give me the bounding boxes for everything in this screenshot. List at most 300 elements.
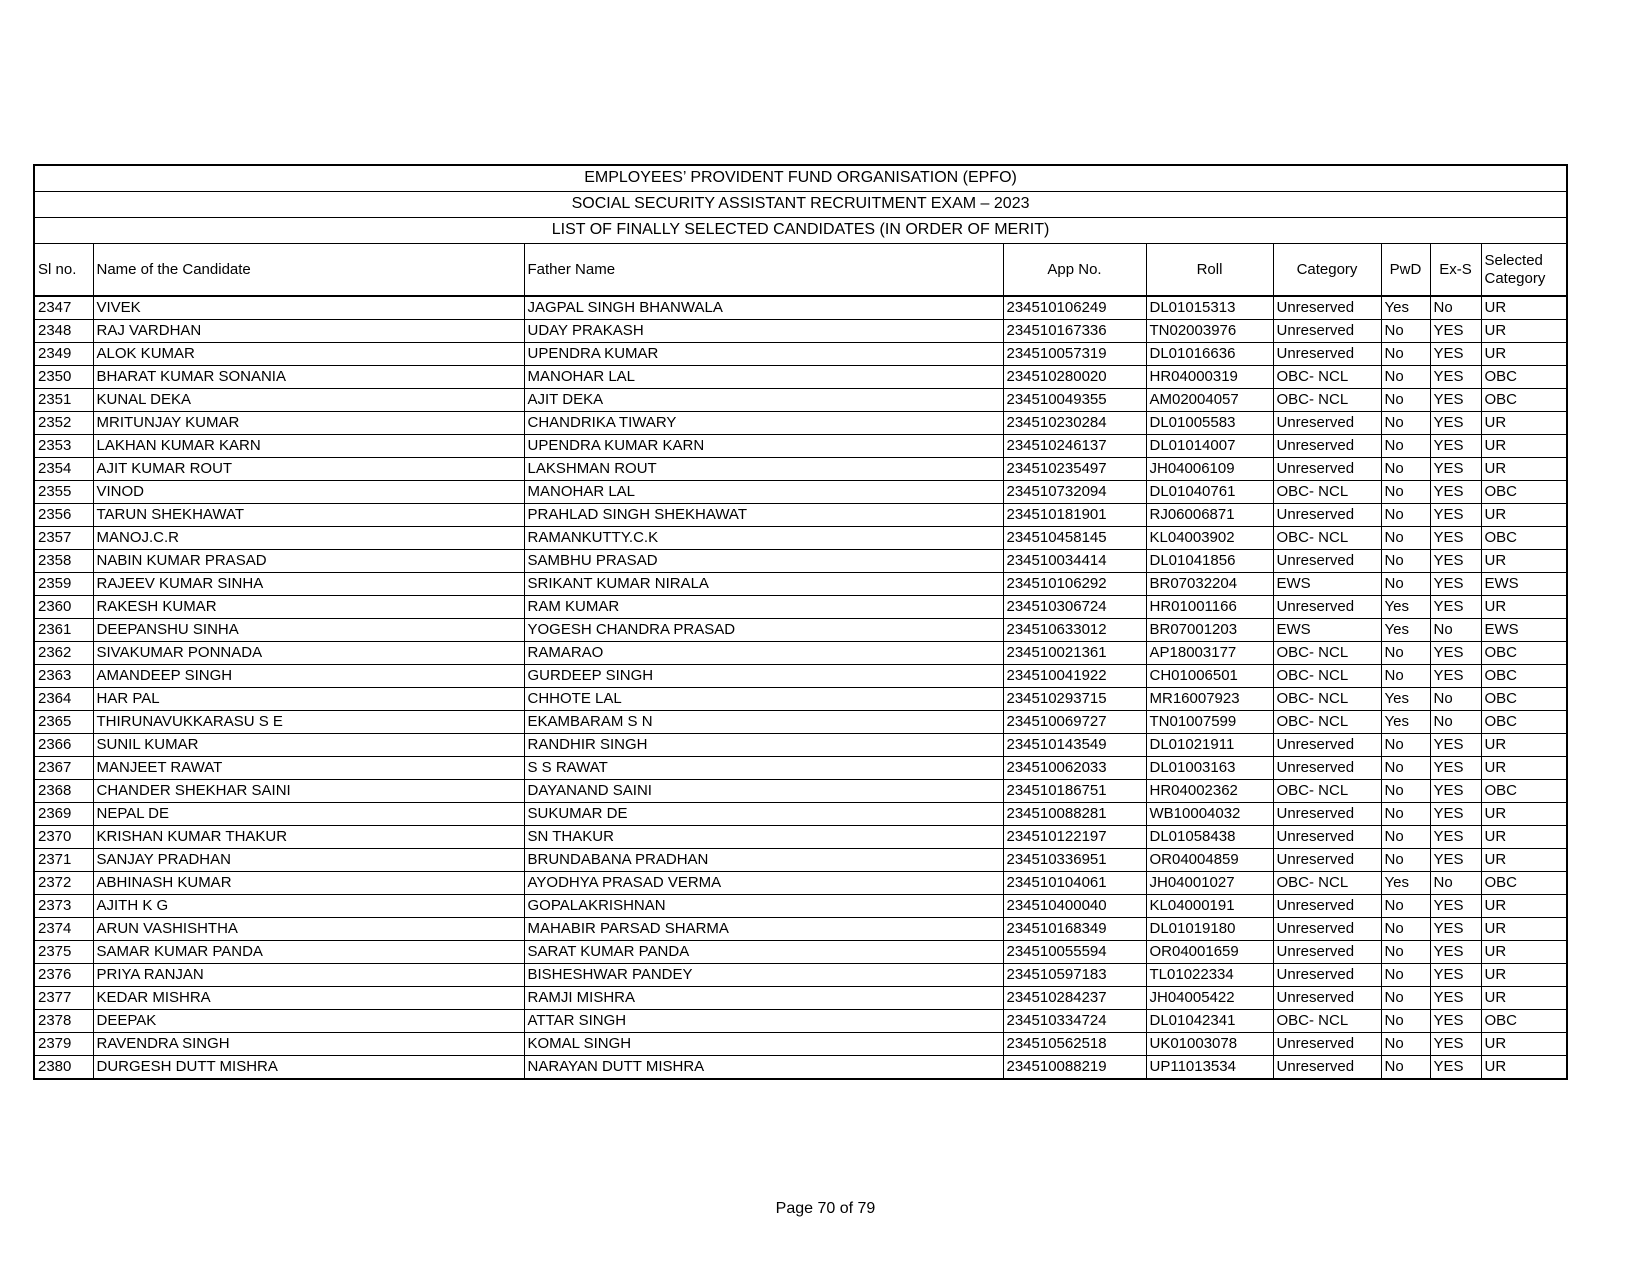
cell-name: THIRUNAVUKKARASU S E <box>93 711 524 734</box>
cell-category: Unreserved <box>1273 849 1381 872</box>
cell-father: UDAY PRAKASH <box>524 320 1003 343</box>
cell-name: DEEPANSHU SINHA <box>93 619 524 642</box>
cell-sl: 2348 <box>34 320 93 343</box>
cell-selected: UR <box>1481 504 1567 527</box>
cell-exs: YES <box>1430 366 1481 389</box>
cell-name: CHANDER SHEKHAR SAINI <box>93 780 524 803</box>
cell-name: MRITUNJAY KUMAR <box>93 412 524 435</box>
title-organisation: EMPLOYEES’ PROVIDENT FUND ORGANISATION (EPFO) <box>34 165 1567 192</box>
cell-category: OBC- NCL <box>1273 642 1381 665</box>
cell-app: 234510062033 <box>1003 757 1146 780</box>
cell-app: 234510306724 <box>1003 596 1146 619</box>
cell-selected: UR <box>1481 895 1567 918</box>
cell-category: Unreserved <box>1273 550 1381 573</box>
cell-category: Unreserved <box>1273 895 1381 918</box>
cell-category: Unreserved <box>1273 803 1381 826</box>
cell-pwd: No <box>1381 757 1430 780</box>
cell-exs: YES <box>1430 389 1481 412</box>
cell-name: BHARAT KUMAR SONANIA <box>93 366 524 389</box>
cell-roll: TN01007599 <box>1146 711 1273 734</box>
cell-category: Unreserved <box>1273 1033 1381 1056</box>
cell-pwd: No <box>1381 504 1430 527</box>
cell-roll: DL01003163 <box>1146 757 1273 780</box>
table-row <box>34 987 1567 1010</box>
cell-pwd: Yes <box>1381 296 1430 320</box>
cell-exs: YES <box>1430 918 1481 941</box>
cell-pwd: No <box>1381 320 1430 343</box>
cell-name: AJIT KUMAR ROUT <box>93 458 524 481</box>
column-header-name: Name of the Candidate <box>93 244 524 297</box>
cell-category: OBC- NCL <box>1273 389 1381 412</box>
cell-exs: YES <box>1430 458 1481 481</box>
table-row <box>34 550 1567 573</box>
cell-name: MANOJ.C.R <box>93 527 524 550</box>
cell-app: 234510336951 <box>1003 849 1146 872</box>
cell-category: Unreserved <box>1273 987 1381 1010</box>
table-header-row <box>34 244 1567 297</box>
cell-selected: UR <box>1481 296 1567 320</box>
cell-pwd: No <box>1381 826 1430 849</box>
table-row <box>34 596 1567 619</box>
cell-selected: OBC <box>1481 1010 1567 1033</box>
cell-sl: 2358 <box>34 550 93 573</box>
cell-selected: OBC <box>1481 481 1567 504</box>
cell-selected: UR <box>1481 320 1567 343</box>
cell-name: NABIN KUMAR PRASAD <box>93 550 524 573</box>
cell-selected: UR <box>1481 849 1567 872</box>
cell-pwd: No <box>1381 941 1430 964</box>
cell-sl: 2368 <box>34 780 93 803</box>
cell-pwd: Yes <box>1381 596 1430 619</box>
cell-name: SAMAR KUMAR PANDA <box>93 941 524 964</box>
cell-selected: UR <box>1481 941 1567 964</box>
candidates-table <box>33 164 1568 1080</box>
cell-exs: YES <box>1430 412 1481 435</box>
table-row <box>34 343 1567 366</box>
cell-sl: 2361 <box>34 619 93 642</box>
cell-selected: EWS <box>1481 619 1567 642</box>
table-row <box>34 412 1567 435</box>
cell-sl: 2354 <box>34 458 93 481</box>
cell-category: Unreserved <box>1273 596 1381 619</box>
cell-app: 234510246137 <box>1003 435 1146 458</box>
cell-name: KEDAR MISHRA <box>93 987 524 1010</box>
cell-app: 234510106249 <box>1003 296 1146 320</box>
cell-exs: YES <box>1430 803 1481 826</box>
cell-pwd: Yes <box>1381 872 1430 895</box>
cell-selected: UR <box>1481 964 1567 987</box>
cell-sl: 2364 <box>34 688 93 711</box>
cell-category: Unreserved <box>1273 964 1381 987</box>
table-row <box>34 711 1567 734</box>
cell-sl: 2375 <box>34 941 93 964</box>
title-list: LIST OF FINALLY SELECTED CANDIDATES (IN ORDER OF MERIT) <box>34 218 1567 244</box>
cell-category: Unreserved <box>1273 412 1381 435</box>
cell-selected: OBC <box>1481 665 1567 688</box>
cell-name: AJITH K G <box>93 895 524 918</box>
cell-roll: UK01003078 <box>1146 1033 1273 1056</box>
cell-exs: YES <box>1430 504 1481 527</box>
cell-pwd: No <box>1381 987 1430 1010</box>
cell-name: SANJAY PRADHAN <box>93 849 524 872</box>
cell-name: ABHINASH KUMAR <box>93 872 524 895</box>
table-row <box>34 757 1567 780</box>
cell-sl: 2379 <box>34 1033 93 1056</box>
cell-pwd: No <box>1381 389 1430 412</box>
cell-app: 234510230284 <box>1003 412 1146 435</box>
cell-category: Unreserved <box>1273 458 1381 481</box>
table-row <box>34 527 1567 550</box>
table-row <box>34 296 1567 320</box>
cell-father: CHANDRIKA TIWARY <box>524 412 1003 435</box>
cell-pwd: No <box>1381 918 1430 941</box>
cell-exs: No <box>1430 711 1481 734</box>
cell-pwd: No <box>1381 964 1430 987</box>
cell-category: Unreserved <box>1273 941 1381 964</box>
cell-pwd: No <box>1381 803 1430 826</box>
cell-app: 234510284237 <box>1003 987 1146 1010</box>
table-row <box>34 642 1567 665</box>
cell-name: VIVEK <box>93 296 524 320</box>
cell-father: SARAT KUMAR PANDA <box>524 941 1003 964</box>
cell-app: 234510167336 <box>1003 320 1146 343</box>
cell-roll: BR07032204 <box>1146 573 1273 596</box>
cell-roll: UP11013534 <box>1146 1056 1273 1080</box>
cell-roll: MR16007923 <box>1146 688 1273 711</box>
cell-roll: RJ06006871 <box>1146 504 1273 527</box>
cell-exs: No <box>1430 688 1481 711</box>
cell-exs: YES <box>1430 642 1481 665</box>
cell-selected: UR <box>1481 1033 1567 1056</box>
cell-selected: OBC <box>1481 527 1567 550</box>
cell-app: 234510069727 <box>1003 711 1146 734</box>
table-row <box>34 665 1567 688</box>
cell-pwd: No <box>1381 642 1430 665</box>
title-row-list <box>34 218 1567 244</box>
cell-app: 234510400040 <box>1003 895 1146 918</box>
cell-selected: UR <box>1481 803 1567 826</box>
cell-name: KRISHAN KUMAR THAKUR <box>93 826 524 849</box>
cell-pwd: No <box>1381 435 1430 458</box>
cell-sl: 2377 <box>34 987 93 1010</box>
cell-selected: OBC <box>1481 780 1567 803</box>
cell-name: RAKESH KUMAR <box>93 596 524 619</box>
cell-sl: 2362 <box>34 642 93 665</box>
cell-exs: YES <box>1430 1033 1481 1056</box>
cell-father: BRUNDABANA PRADHAN <box>524 849 1003 872</box>
cell-pwd: Yes <box>1381 711 1430 734</box>
cell-roll: DL01014007 <box>1146 435 1273 458</box>
cell-name: MANJEET RAWAT <box>93 757 524 780</box>
cell-roll: BR07001203 <box>1146 619 1273 642</box>
cell-sl: 2347 <box>34 296 93 320</box>
table-row <box>34 1010 1567 1033</box>
cell-roll: TL01022334 <box>1146 964 1273 987</box>
cell-roll: AM02004057 <box>1146 389 1273 412</box>
cell-sl: 2363 <box>34 665 93 688</box>
cell-father: NARAYAN DUTT MISHRA <box>524 1056 1003 1080</box>
cell-app: 234510104061 <box>1003 872 1146 895</box>
cell-father: UPENDRA KUMAR KARN <box>524 435 1003 458</box>
cell-father: BISHESHWAR PANDEY <box>524 964 1003 987</box>
cell-category: Unreserved <box>1273 757 1381 780</box>
cell-selected: OBC <box>1481 389 1567 412</box>
cell-selected: OBC <box>1481 366 1567 389</box>
cell-sl: 2359 <box>34 573 93 596</box>
cell-category: EWS <box>1273 619 1381 642</box>
cell-exs: No <box>1430 872 1481 895</box>
table-row <box>34 826 1567 849</box>
cell-app: 234510034414 <box>1003 550 1146 573</box>
cell-name: VINOD <box>93 481 524 504</box>
cell-pwd: No <box>1381 366 1430 389</box>
cell-exs: YES <box>1430 987 1481 1010</box>
table-row <box>34 803 1567 826</box>
cell-sl: 2349 <box>34 343 93 366</box>
cell-father: ATTAR SINGH <box>524 1010 1003 1033</box>
cell-roll: HR04002362 <box>1146 780 1273 803</box>
table-row <box>34 1033 1567 1056</box>
cell-category: OBC- NCL <box>1273 481 1381 504</box>
cell-father: GURDEEP SINGH <box>524 665 1003 688</box>
cell-father: EKAMBARAM S N <box>524 711 1003 734</box>
cell-pwd: No <box>1381 412 1430 435</box>
cell-sl: 2365 <box>34 711 93 734</box>
cell-app: 234510633012 <box>1003 619 1146 642</box>
cell-sl: 2350 <box>34 366 93 389</box>
column-header-father: Father Name <box>524 244 1003 297</box>
cell-father: YOGESH CHANDRA PRASAD <box>524 619 1003 642</box>
cell-exs: YES <box>1430 435 1481 458</box>
table-row <box>34 573 1567 596</box>
cell-pwd: Yes <box>1381 619 1430 642</box>
cell-category: Unreserved <box>1273 918 1381 941</box>
cell-roll: DL01015313 <box>1146 296 1273 320</box>
table-row <box>34 849 1567 872</box>
cell-sl: 2367 <box>34 757 93 780</box>
cell-father: UPENDRA KUMAR <box>524 343 1003 366</box>
cell-name: RAVENDRA SINGH <box>93 1033 524 1056</box>
cell-sl: 2355 <box>34 481 93 504</box>
cell-exs: YES <box>1430 941 1481 964</box>
cell-pwd: No <box>1381 481 1430 504</box>
cell-pwd: No <box>1381 1056 1430 1080</box>
column-header-sl-no: Sl no. <box>34 244 93 297</box>
cell-app: 234510293715 <box>1003 688 1146 711</box>
cell-app: 234510235497 <box>1003 458 1146 481</box>
cell-selected: UR <box>1481 734 1567 757</box>
cell-exs: YES <box>1430 481 1481 504</box>
table-row <box>34 320 1567 343</box>
table-row <box>34 918 1567 941</box>
cell-pwd: No <box>1381 665 1430 688</box>
cell-exs: YES <box>1430 895 1481 918</box>
cell-app: 234510143549 <box>1003 734 1146 757</box>
cell-father: AYODHYA PRASAD VERMA <box>524 872 1003 895</box>
cell-exs: YES <box>1430 849 1481 872</box>
cell-app: 234510458145 <box>1003 527 1146 550</box>
cell-pwd: Yes <box>1381 688 1430 711</box>
cell-father: SAMBHU PRASAD <box>524 550 1003 573</box>
cell-category: Unreserved <box>1273 435 1381 458</box>
cell-app: 234510055594 <box>1003 941 1146 964</box>
cell-selected: OBC <box>1481 642 1567 665</box>
cell-roll: AP18003177 <box>1146 642 1273 665</box>
cell-sl: 2366 <box>34 734 93 757</box>
cell-exs: YES <box>1430 1010 1481 1033</box>
cell-roll: JH04001027 <box>1146 872 1273 895</box>
title-row-organisation <box>34 165 1567 192</box>
cell-category: Unreserved <box>1273 343 1381 366</box>
cell-roll: DL01016636 <box>1146 343 1273 366</box>
cell-father: GOPALAKRISHNAN <box>524 895 1003 918</box>
cell-exs: No <box>1430 619 1481 642</box>
cell-roll: JH04005422 <box>1146 987 1273 1010</box>
cell-selected: OBC <box>1481 711 1567 734</box>
cell-app: 234510041922 <box>1003 665 1146 688</box>
cell-father: KOMAL SINGH <box>524 1033 1003 1056</box>
cell-sl: 2353 <box>34 435 93 458</box>
cell-father: RAMANKUTTY.C.K <box>524 527 1003 550</box>
cell-app: 234510168349 <box>1003 918 1146 941</box>
cell-pwd: No <box>1381 1010 1430 1033</box>
cell-name: RAJ VARDHAN <box>93 320 524 343</box>
cell-category: Unreserved <box>1273 504 1381 527</box>
cell-pwd: No <box>1381 1033 1430 1056</box>
table-row <box>34 780 1567 803</box>
cell-name: LAKHAN KUMAR KARN <box>93 435 524 458</box>
cell-selected: UR <box>1481 757 1567 780</box>
cell-name: TARUN SHEKHAWAT <box>93 504 524 527</box>
cell-roll: JH04006109 <box>1146 458 1273 481</box>
cell-sl: 2373 <box>34 895 93 918</box>
cell-roll: HR01001166 <box>1146 596 1273 619</box>
cell-father: MANOHAR LAL <box>524 481 1003 504</box>
cell-category: OBC- NCL <box>1273 780 1381 803</box>
cell-roll: HR04000319 <box>1146 366 1273 389</box>
cell-category: OBC- NCL <box>1273 665 1381 688</box>
cell-selected: UR <box>1481 987 1567 1010</box>
cell-category: OBC- NCL <box>1273 872 1381 895</box>
cell-sl: 2371 <box>34 849 93 872</box>
cell-exs: YES <box>1430 757 1481 780</box>
table-row <box>34 941 1567 964</box>
cell-name: SIVAKUMAR PONNADA <box>93 642 524 665</box>
cell-app: 234510334724 <box>1003 1010 1146 1033</box>
cell-exs: YES <box>1430 527 1481 550</box>
cell-exs: YES <box>1430 550 1481 573</box>
cell-roll: DL01005583 <box>1146 412 1273 435</box>
cell-sl: 2370 <box>34 826 93 849</box>
table-row <box>34 964 1567 987</box>
cell-app: 234510562518 <box>1003 1033 1146 1056</box>
cell-app: 234510280020 <box>1003 366 1146 389</box>
cell-father: LAKSHMAN ROUT <box>524 458 1003 481</box>
cell-name: ALOK KUMAR <box>93 343 524 366</box>
column-header-app-no: App No. <box>1003 244 1146 297</box>
cell-pwd: No <box>1381 895 1430 918</box>
cell-selected: UR <box>1481 412 1567 435</box>
table-row <box>34 872 1567 895</box>
cell-sl: 2380 <box>34 1056 93 1080</box>
column-header-category: Category <box>1273 244 1381 297</box>
table-row <box>34 688 1567 711</box>
cell-sl: 2357 <box>34 527 93 550</box>
cell-father: MAHABIR PARSAD SHARMA <box>524 918 1003 941</box>
cell-category: EWS <box>1273 573 1381 596</box>
cell-father: MANOHAR LAL <box>524 366 1003 389</box>
cell-selected: UR <box>1481 458 1567 481</box>
cell-roll: TN02003976 <box>1146 320 1273 343</box>
cell-roll: CH01006501 <box>1146 665 1273 688</box>
cell-category: Unreserved <box>1273 296 1381 320</box>
cell-exs: YES <box>1430 734 1481 757</box>
title-row-exam <box>34 192 1567 218</box>
cell-exs: YES <box>1430 665 1481 688</box>
cell-app: 234510088219 <box>1003 1056 1146 1080</box>
cell-roll: KL04000191 <box>1146 895 1273 918</box>
cell-app: 234510106292 <box>1003 573 1146 596</box>
cell-pwd: No <box>1381 780 1430 803</box>
cell-roll: KL04003902 <box>1146 527 1273 550</box>
cell-father: RAMARAO <box>524 642 1003 665</box>
table-row <box>34 895 1567 918</box>
cell-pwd: No <box>1381 527 1430 550</box>
column-header-pwd: PwD <box>1381 244 1430 297</box>
cell-selected: EWS <box>1481 573 1567 596</box>
cell-sl: 2376 <box>34 964 93 987</box>
cell-app: 234510181901 <box>1003 504 1146 527</box>
table-row <box>34 619 1567 642</box>
cell-exs: No <box>1430 296 1481 320</box>
cell-father: RAMJI MISHRA <box>524 987 1003 1010</box>
cell-category: Unreserved <box>1273 1056 1381 1080</box>
cell-name: RAJEEV KUMAR SINHA <box>93 573 524 596</box>
cell-roll: OR04004859 <box>1146 849 1273 872</box>
cell-app: 234510057319 <box>1003 343 1146 366</box>
cell-exs: YES <box>1430 573 1481 596</box>
cell-father: JAGPAL SINGH BHANWALA <box>524 296 1003 320</box>
table-row <box>34 734 1567 757</box>
cell-category: OBC- NCL <box>1273 527 1381 550</box>
cell-father: SUKUMAR DE <box>524 803 1003 826</box>
cell-name: KUNAL DEKA <box>93 389 524 412</box>
cell-name: DURGESH DUTT MISHRA <box>93 1056 524 1080</box>
cell-exs: YES <box>1430 964 1481 987</box>
cell-sl: 2369 <box>34 803 93 826</box>
cell-selected: OBC <box>1481 872 1567 895</box>
cell-roll: DL01042341 <box>1146 1010 1273 1033</box>
table-row <box>34 435 1567 458</box>
cell-selected: UR <box>1481 550 1567 573</box>
cell-father: SRIKANT KUMAR NIRALA <box>524 573 1003 596</box>
title-exam: SOCIAL SECURITY ASSISTANT RECRUITMENT EXAM – 2023 <box>34 192 1567 218</box>
cell-pwd: No <box>1381 458 1430 481</box>
cell-exs: YES <box>1430 343 1481 366</box>
cell-category: OBC- NCL <box>1273 1010 1381 1033</box>
cell-father: SN THAKUR <box>524 826 1003 849</box>
column-header-selected-category: Selected Category <box>1481 244 1567 297</box>
cell-exs: YES <box>1430 320 1481 343</box>
cell-selected: UR <box>1481 826 1567 849</box>
cell-category: OBC- NCL <box>1273 366 1381 389</box>
cell-selected: OBC <box>1481 688 1567 711</box>
cell-pwd: No <box>1381 573 1430 596</box>
table-row <box>34 504 1567 527</box>
cell-category: Unreserved <box>1273 734 1381 757</box>
table-row <box>34 458 1567 481</box>
cell-selected: UR <box>1481 435 1567 458</box>
